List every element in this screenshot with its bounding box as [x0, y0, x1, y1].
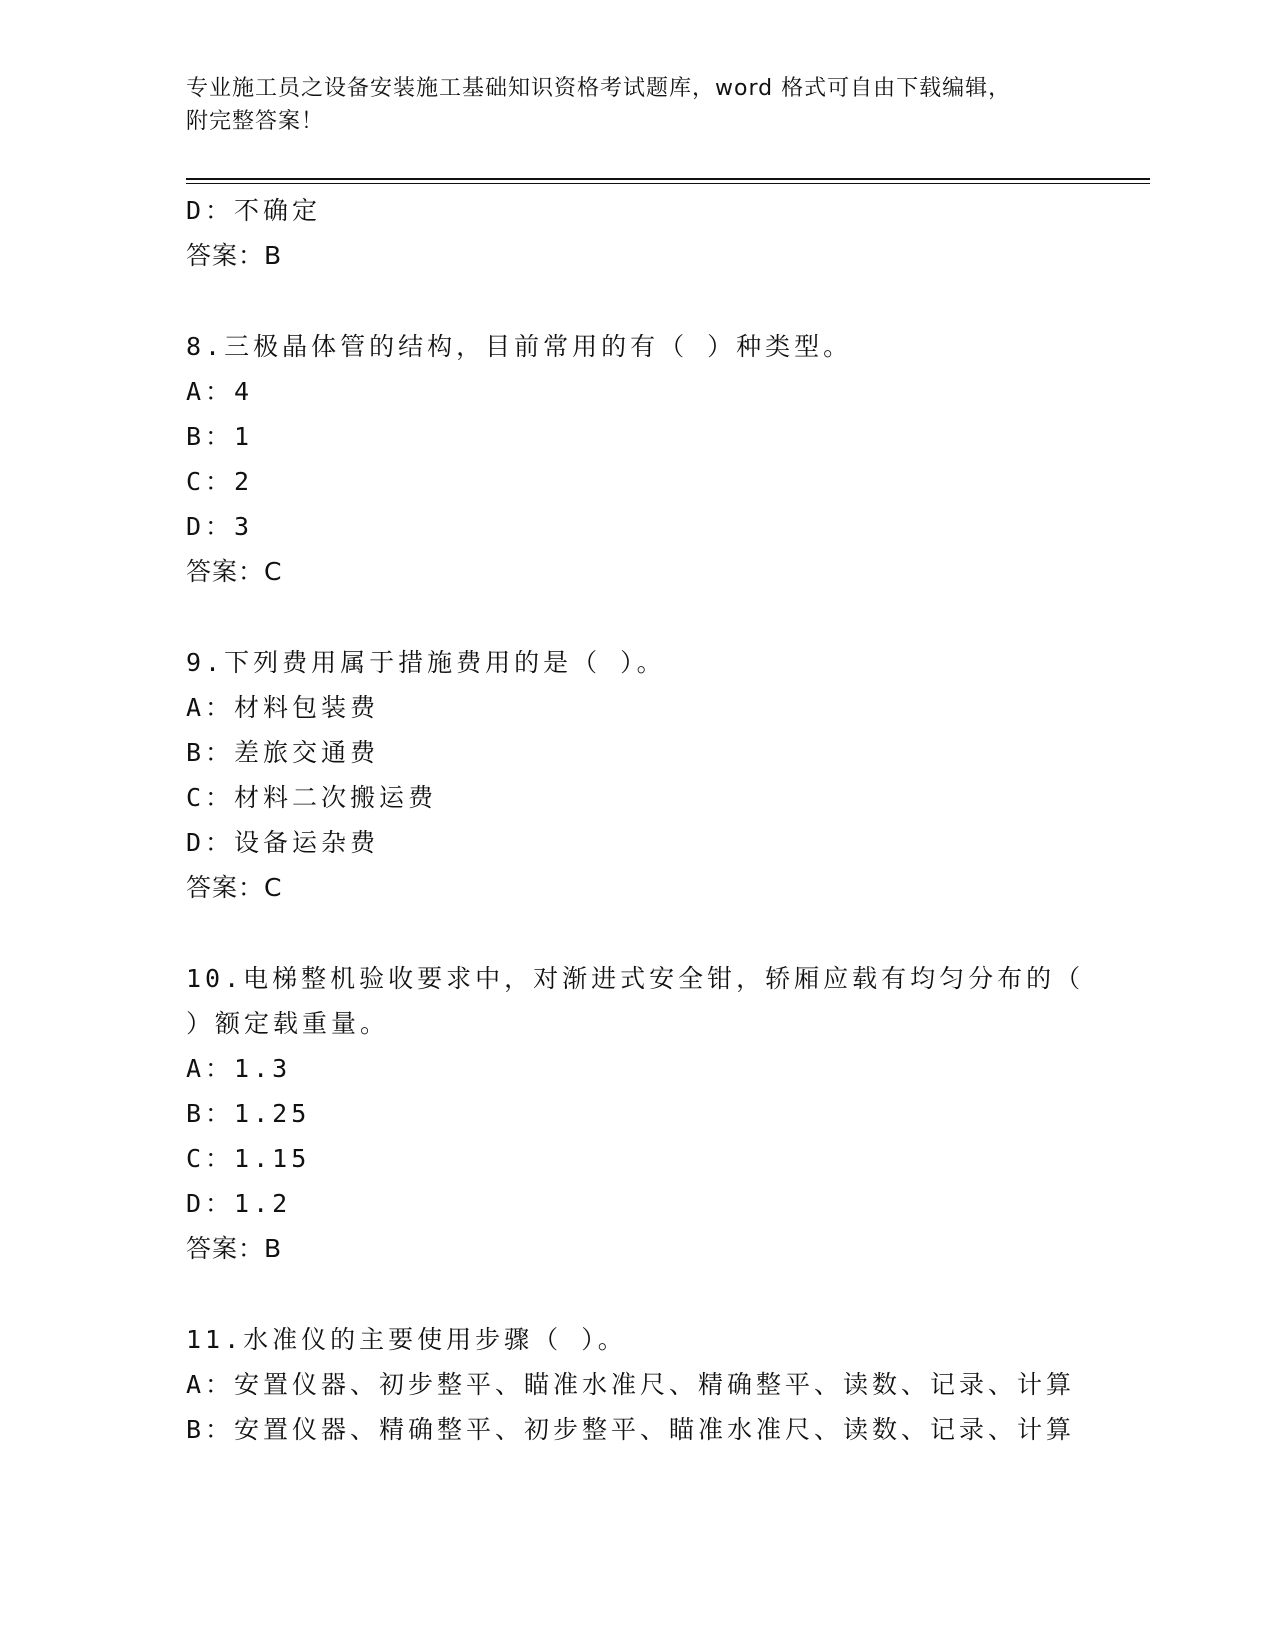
answer-line: 答案：B: [186, 1234, 283, 1263]
option-a: A：安置仪器、初步整平、瞄准水准尺、精确整平、读数、记录、计算: [186, 1370, 1076, 1399]
question-8: [186, 324, 1086, 594]
header-divider-thin: [186, 183, 1150, 184]
option-a: A：材料包装费: [186, 693, 380, 722]
option-c: C：1.15: [186, 1144, 311, 1173]
option-b: B：差旅交通费: [186, 738, 380, 767]
answer-line: 答案：B: [186, 241, 283, 270]
option-d: D：设备运杂费: [186, 828, 380, 857]
option-d: D：3: [186, 512, 254, 541]
question-10: [186, 956, 1086, 1271]
carryover-block: [186, 188, 1086, 278]
question-stem-line-2: ）额定载重量。: [186, 1009, 390, 1038]
header-line-2: 附完整答案！: [186, 109, 325, 134]
option-a: A：1.3: [186, 1054, 292, 1083]
option-c: C：材料二次搬运费: [186, 783, 438, 812]
question-9: [186, 640, 1086, 910]
option-b: B：安置仪器、精确整平、初步整平、瞄准水准尺、读数、记录、计算: [186, 1415, 1076, 1444]
question-11: [186, 1317, 1086, 1452]
question-list: [186, 188, 1086, 1452]
question-stem: 11.水准仪的主要使用步骤（ ）。: [186, 1325, 627, 1354]
answer-line: 答案：C: [186, 873, 283, 902]
option-d: D：1.2: [186, 1189, 292, 1218]
option-c: C：2: [186, 467, 254, 496]
answer-line: 答案：C: [186, 557, 283, 586]
option-d: D：不确定: [186, 196, 322, 225]
header-divider-thick: [186, 178, 1150, 180]
question-stem: 9.下列费用属于措施费用的是（ ）。: [186, 648, 666, 677]
question-stem: 8.三极晶体管的结构，目前常用的有（ ）种类型。: [186, 332, 853, 361]
document-header: [186, 72, 1086, 138]
option-a: A：4: [186, 377, 254, 406]
header-line-1: 专业施工员之设备安装施工基础知识资格考试题库，word 格式可自由下载编辑，: [186, 76, 1012, 101]
option-b: B：1.25: [186, 1099, 311, 1128]
question-stem-line-1: 10.电梯整机验收要求中，对渐进式安全钳，轿厢应载有均匀分布的（: [186, 964, 1085, 993]
option-b: B：1: [186, 422, 254, 451]
